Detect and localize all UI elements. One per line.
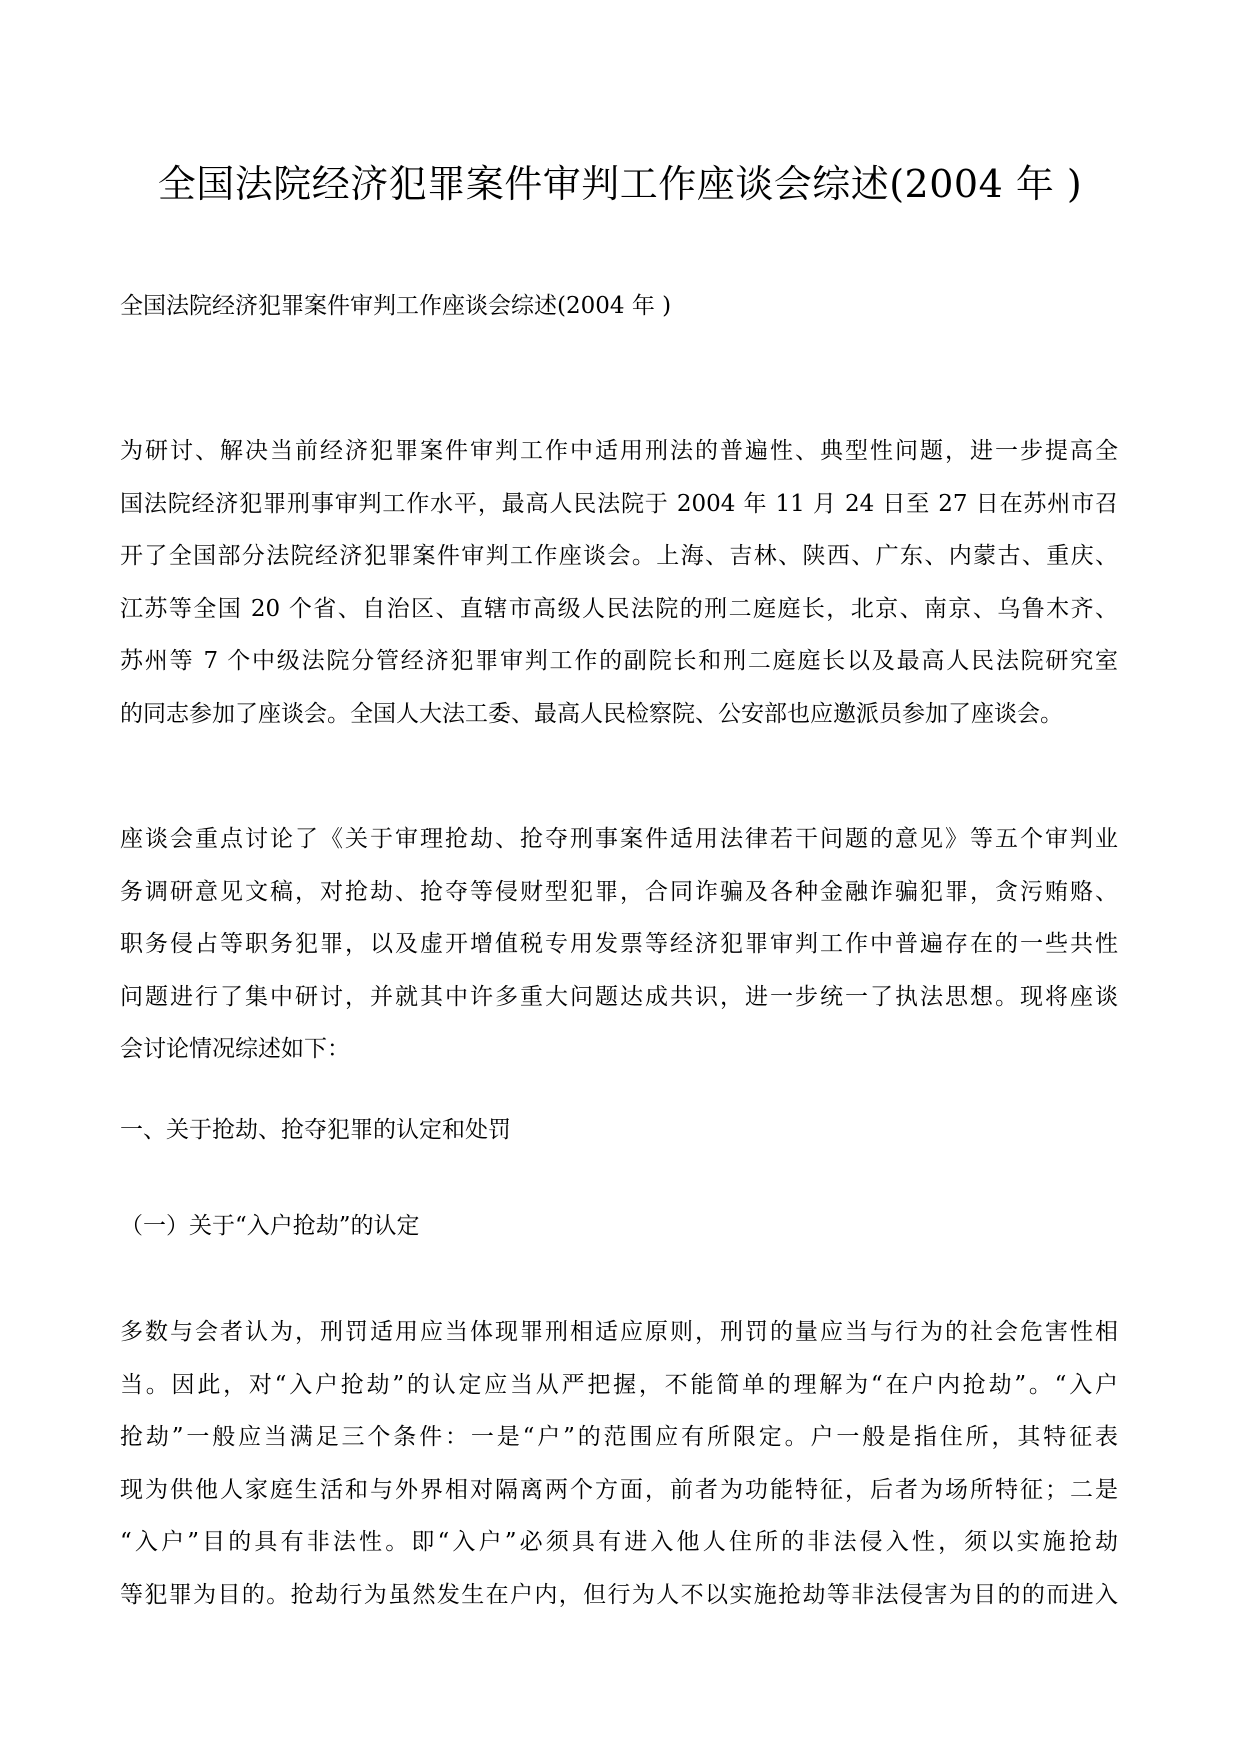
paragraph-line: 职务侵占等职务犯罪，以及虚开增值税专用发票等经济犯罪审判工作中普遍存在的一些共性	[120, 931, 1118, 957]
paragraph-line: 江苏等全国 20 个省、自治区、直辖市高级人民法院的刑二庭庭长，北京、南京、乌鲁木齐、	[120, 595, 1118, 622]
paragraph-line: 座谈会重点讨论了《关于审理抢劫、抢夺刑事案件适用法律若干问题的意见》等五个审判业	[120, 826, 1118, 852]
paragraph-line: 的同志参加了座谈会。全国人大法工委、最高人民检察院、公安部也应邀派员参加了座谈会。	[120, 700, 1063, 727]
paragraph-line: 苏州等 7 个中级法院分管经济犯罪审判工作的副院长和刑二庭庭长以及最高人民法院研究室	[120, 648, 1118, 674]
section-heading-1: 一、关于抢劫、抢夺犯罪的认定和处罚	[120, 1117, 511, 1143]
paragraph-home-robbery	[120, 1306, 1118, 1621]
paragraph-line: 多数与会者认为，刑罚适用应当体现罪刑相适应原则，刑罚的量应当与行为的社会危害性相	[120, 1319, 1118, 1345]
paragraph-overview	[120, 813, 1118, 1076]
section-heading-1-1: （一）关于“入户抢劫”的认定	[120, 1213, 420, 1239]
paragraph-line: 会讨论情况综述如下：	[120, 1036, 350, 1062]
document-subtitle: 全国法院经济犯罪案件审判工作座谈会综述(2004 年 )	[120, 293, 672, 319]
paragraph-line: 现为供他人家庭生活和与外界相对隔离两个方面，前者为功能特征，后者为场所特征；二是	[120, 1476, 1118, 1503]
paragraph-line: 国法院经济犯罪刑事审判工作水平，最高人民法院于 2004 年 11 月 24 日至 27 日在苏州市召	[120, 490, 1118, 517]
paragraph-line: 务调研意见文稿，对抢劫、抢夺等侵财型犯罪，合同诈骗及各种金融诈骗犯罪，贪污贿赂、	[120, 878, 1118, 905]
paragraph-intro	[120, 425, 1118, 740]
document-title: 全国法院经济犯罪案件审判工作座谈会综述(2004 年 )	[157, 162, 1083, 206]
paragraph-line: 等犯罪为目的。抢劫行为虽然发生在户内，但行为人不以实施抢劫等非法侵害为目的的而进入	[120, 1581, 1118, 1608]
paragraph-line: 为研讨、解决当前经济犯罪案件审判工作中适用刑法的普遍性、典型性问题，进一步提高全	[120, 438, 1118, 464]
paragraph-line: “入户”目的具有非法性。即“入户”必须具有进入他人住所的非法侵入性，须以实施抢劫	[120, 1529, 1118, 1555]
paragraph-line: 开了全国部分法院经济犯罪案件审判工作座谈会。上海、吉林、陕西、广东、内蒙古、重庆、	[120, 543, 1118, 569]
paragraph-line: 问题进行了集中研讨，并就其中许多重大问题达成共识，进一步统一了执法思想。现将座谈	[120, 983, 1118, 1010]
paragraph-line: 抢劫”一般应当满足三个条件：一是“户”的范围应有所限定。户一般是指住所，其特征表	[120, 1424, 1118, 1450]
paragraph-line: 当。因此，对“入户抢劫”的认定应当从严把握，不能简单的理解为“在户内抢劫”。“入户	[120, 1371, 1118, 1398]
